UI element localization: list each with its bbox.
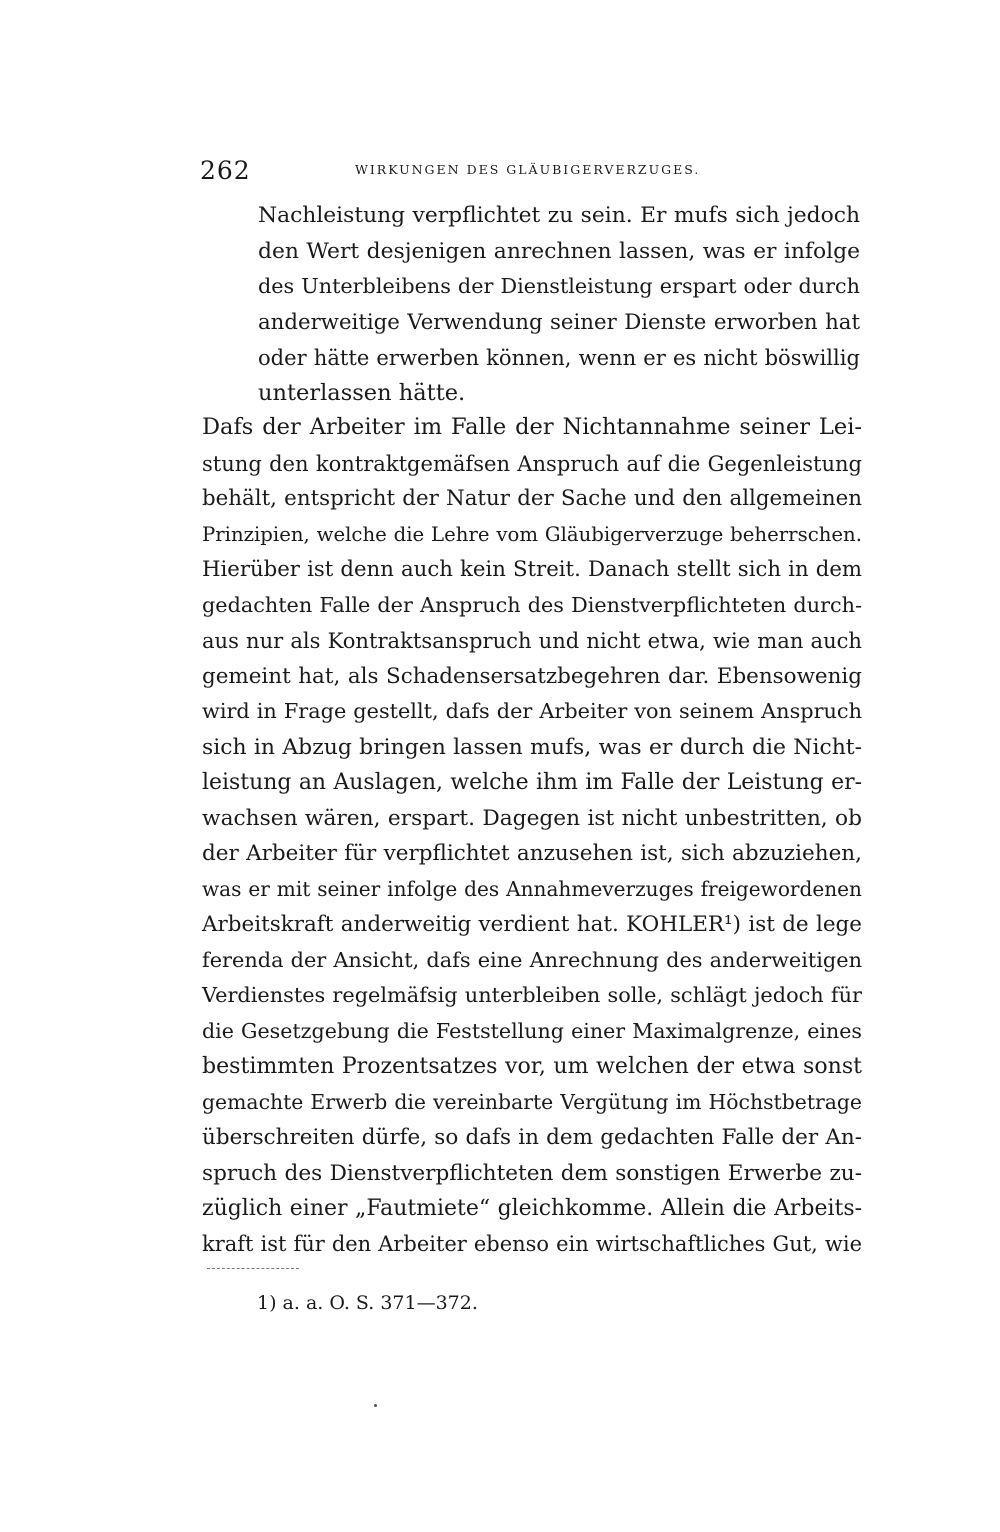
text-line: den Wert desjenigen anrechnen lassen, was er infolge	[258, 238, 860, 264]
text-line: Nachleistung verpflichtet zu sein. Er mufs sich jedoch	[258, 203, 860, 228]
text-line: Hierüber ist denn auch kein Streit. Danach stellt sich in dem	[202, 557, 862, 582]
text-line: oder hätte erwerben können, wenn er es nicht böswillig	[258, 345, 860, 370]
text-line: stung den kontraktgemäfsen Anspruch auf die Gegenleistung	[202, 450, 862, 476]
running-head: WIRKUNGEN DES GLÄUBIGERVERZUGES.	[355, 162, 701, 177]
text-line: überschreiten dürfe, so dafs in dem gedachten Falle der An-	[202, 1125, 862, 1150]
text-line: anderweitige Verwendung seiner Dienste erworben hat	[258, 309, 860, 335]
text-line: der Arbeiter für verpflichtet anzusehen ist, sich abzuziehen,	[202, 841, 862, 866]
quoted-paragraph	[258, 198, 860, 411]
text-line: Arbeitskraft anderweitig verdient hat. KOHLER¹) ist de lege	[202, 912, 862, 937]
text-line: züglich einer „Fautmiete“ gleichkomme. Allein die Arbeits-	[202, 1196, 862, 1221]
text-line: gemeint hat, als Schadensersatzbegehren dar. Ebensowenig	[202, 663, 862, 689]
text-line: Dafs der Arbeiter im Falle der Nichtannahme seiner Lei-	[202, 414, 862, 440]
scan-speck	[374, 1404, 377, 1407]
text-line: wachsen wären, erspart. Dagegen ist nicht unbestritten, ob	[202, 805, 862, 831]
text-line: gemachte Erwerb die vereinbarte Vergütung im Höchstbetrage	[202, 1089, 862, 1114]
text-line: kraft ist für den Arbeiter ebenso ein wirtschaftliches Gut, wie	[202, 1231, 862, 1256]
text-line: die Gesetzgebung die Feststellung einer Maximalgrenze, eines	[202, 1018, 862, 1043]
text-line: leistung an Auslagen, welche ihm im Falle der Leistung er-	[202, 770, 862, 795]
text-line: aus nur als Kontraktsanspruch und nicht etwa, wie man auch	[202, 628, 862, 653]
text-line: spruch des Dienstverpflichteten dem sonstigen Erwerbe zu-	[202, 1160, 862, 1186]
text-line: bestimmten Prozentsatzes vor, um welchen der etwa sonst	[202, 1054, 862, 1079]
text-line: sich in Abzug bringen lassen mufs, was er durch die Nicht-	[202, 734, 862, 760]
text-line: wird in Frage gestellt, dafs der Arbeiter von seinem Anspruch	[202, 699, 862, 723]
footnote: 1) a. a. O. S. 371—372.	[257, 1292, 478, 1314]
text-line: behält, entspricht der Natur der Sache und den allgemeinen	[202, 486, 862, 511]
page-number: 262	[200, 156, 251, 185]
text-line: Verdienstes regelmäfsig unterbleiben solle, schlägt jedoch für	[202, 983, 862, 1007]
text-line: was er mit seiner infolge des Annahmeverzuges freigewordenen	[202, 876, 862, 901]
text-line: des Unterbleibens der Dienstleistung erspart oder durch	[258, 274, 860, 298]
footnote-divider	[207, 1268, 299, 1269]
main-paragraph	[202, 410, 862, 1262]
text-line: gedachten Falle der Anspruch des Dienstverpflichteten durch-	[202, 592, 862, 617]
text-line: Prinzipien, welche die Lehre vom Gläubigerverzuge beherrschen.	[202, 522, 862, 546]
text-line: ferenda der Ansicht, dafs eine Anrechnung des anderweitigen	[202, 947, 862, 972]
text-line: unterlassen hätte.	[258, 379, 466, 406]
